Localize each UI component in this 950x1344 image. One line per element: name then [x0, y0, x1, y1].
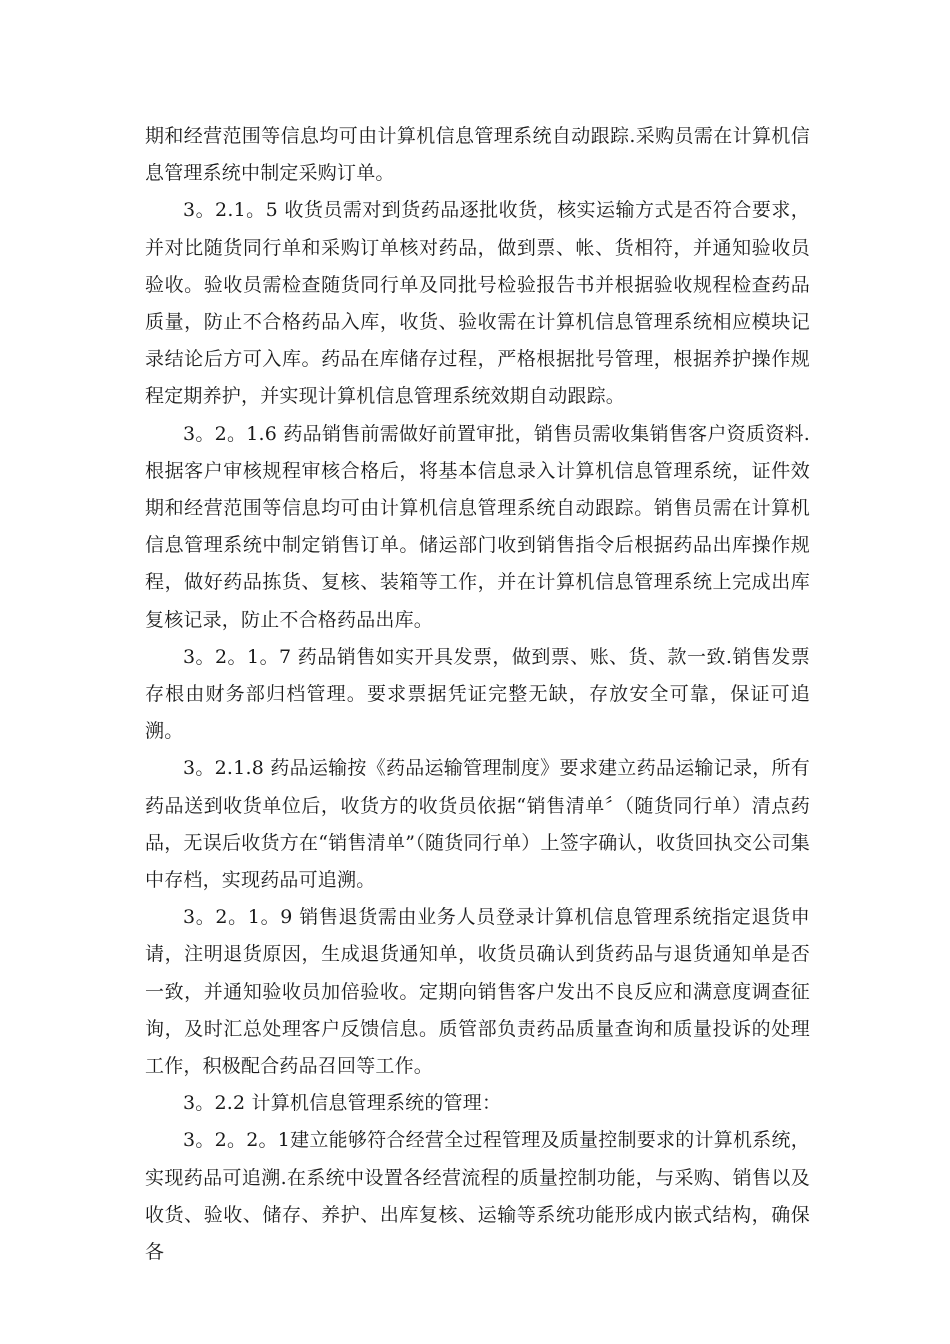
section-heading-3-2-2: 3。2.2 计算机信息管理系统的管理： [183, 1092, 502, 1115]
paragraph-3-2-1-5: 3。2.1。5 收货员需对到货药品逐批收货，核实运输方式是否符合要求，并对比随货同行单和采购订单核对药品，做到票、帐、货相符，并通知验收员验收。验收员需检查随货同行单及同批号检验报告书并根据验收规程检查药品质量，防止不合格药品入库，收货、验收需在计算机信息管理系统相应模块记录结论后方可入库。药品在库储存过程，严格根据批号管理，根据养护操作规程定期养护，并实现计算机信息管理系统效期自动跟踪。 [145, 199, 810, 408]
paragraph-3-2-1-8: 3。2.1.8 药品运输按《药品运输管理制度》要求建立药品运输记录，所有药品送到收货单位后，收货方的收货员依据“销售清单〞（随货同行单）清点药品，无误后收货方在“销售清单”（随货同行单）上签字确认，收货回执交公司集中存档，实现药品可追溯。 [145, 757, 810, 892]
paragraph-3-2-2-1: 3。2。2。1建立能够符合经营全过程管理及质量控制要求的计算机系统，实现药品可追溯.在系统中设置各经营流程的质量控制功能，与采购、销售以及收货、验收、储存、养护、出库复核、运输等系统功能形成内嵌式结构，确保各 [145, 1129, 810, 1264]
paragraph-continuation: 期和经营范围等信息均可由计算机信息管理系统自动跟踪.采购员需在计算机信息管理系统中制定采购订单。 [145, 125, 810, 185]
paragraph-3-2-1-9: 3。2。1。9 销售退货需由业务人员登录计算机信息管理系统指定退货申请，注明退货原因，生成退货通知单，收货员确认到货药品与退货通知单是否一致，并通知验收员加倍验收。定期向销售客户发出不良反应和满意度调查征询，及时汇总处理客户反馈信息。质管部负责药品质量查询和质量投诉的处理工作，积极配合药品召回等工作。 [145, 906, 810, 1078]
paragraph-3-2-1-7: 3。2。1。7 药品销售如实开具发票，做到票、账、货、款一致.销售发票存根由财务部归档管理。要求票据凭证完整无缺，存放安全可靠，保证可追溯。 [145, 645, 810, 743]
document-body [145, 118, 810, 1271]
paragraph-3-2-1-6: 3。2。1.6 药品销售前需做好前置审批，销售员需收集销售客户资质资料.根据客户审核规程审核合格后，将基本信息录入计算机信息管理系统，证件效期和经营范围等信息均可由计算机信息管理系统自动跟踪。销售员需在计算机信息管理系统中制定销售订单。储运部门收到销售指令后根据药品出库操作规程，做好药品拣货、复核、装箱等工作，并在计算机信息管理系统上完成出库复核记录，防止不合格药品出库。 [145, 422, 810, 631]
